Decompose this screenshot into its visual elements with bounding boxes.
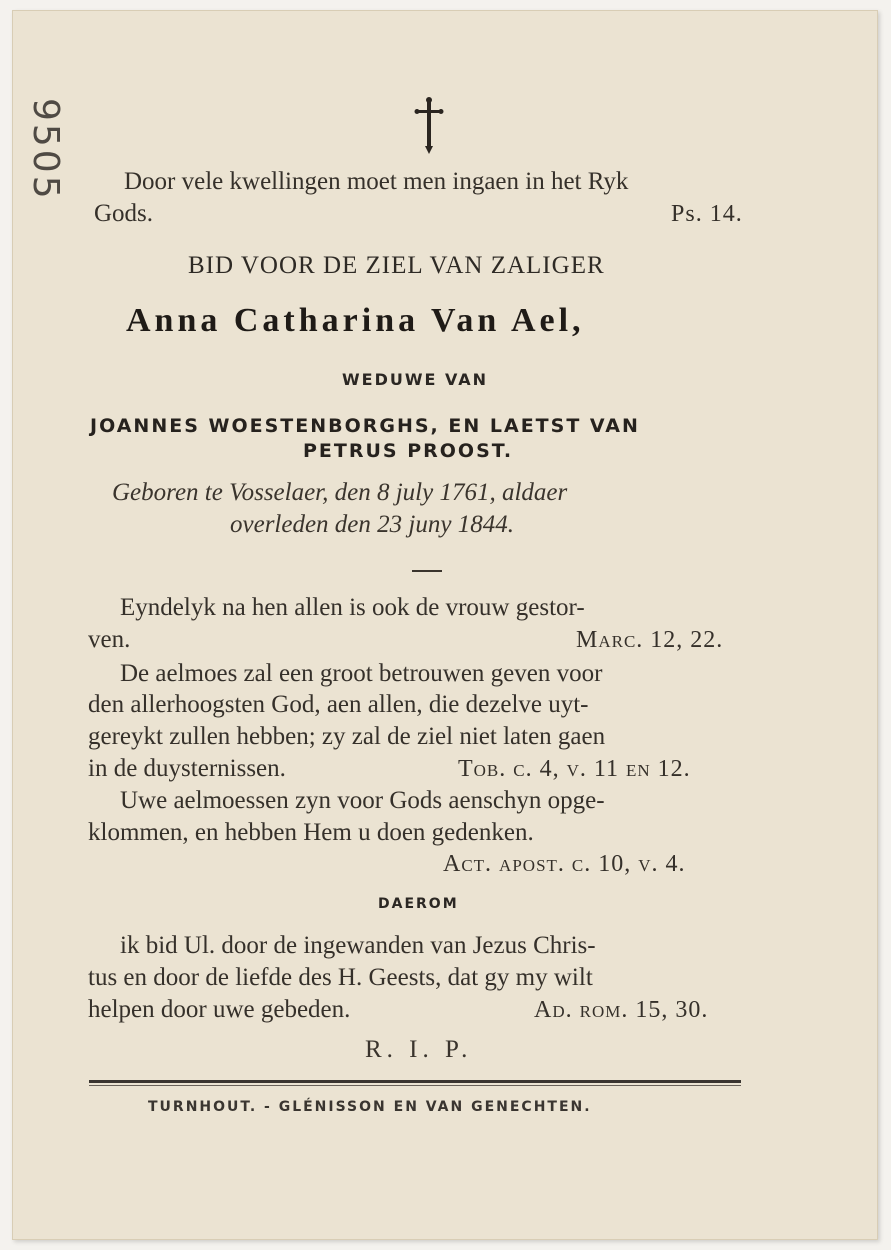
divider-dash	[412, 570, 442, 572]
verse3-line4: in de duysternissen.	[88, 755, 286, 782]
husbands-line1: JOANNES WOESTENBORGHS, EN LAETST VAN	[90, 415, 640, 437]
rip-label: R. I. P.	[365, 1036, 473, 1063]
verse5-line3: helpen door uwe gebeden.	[88, 996, 351, 1023]
verse2-line1: Eyndelyk na hen allen is ook de vrouw gestor-	[120, 594, 585, 621]
intro-heading: BID VOOR DE ZIEL VAN ZALIGER	[188, 252, 605, 279]
handwritten-number: 9505	[25, 98, 66, 202]
verse3-line3: gereykt zullen hebben; zy zal de ziel niet laten gaen	[88, 723, 606, 750]
therefore-label: DAEROM	[378, 896, 459, 912]
verse2-line2: ven.	[88, 626, 131, 653]
verse4-reference: Act. apost. c. 10, v. 4.	[443, 851, 686, 877]
husbands-line2: PETRUS PROOST.	[303, 440, 514, 462]
verse1-line1: Door vele kwellingen moet men ingaen in het Ryk	[124, 168, 629, 195]
footer-rule-thin	[89, 1085, 741, 1086]
printer-imprint: TURNHOUT. - GLÉNISSON EN VAN GENECHTEN.	[148, 1099, 592, 1115]
footer-rule	[89, 1080, 741, 1083]
verse4-line2: klommen, en hebben Hem u doen gedenken.	[88, 819, 534, 846]
birth-line2: overleden den 23 juny 1844.	[230, 511, 514, 538]
verse5-line1: ik bid Ul. door de ingewanden van Jezus Chris-	[120, 932, 596, 959]
verse3-line1: De aelmoes zal een groot betrouwen geven voor	[120, 660, 603, 687]
widow-of-label: WEDUWE VAN	[342, 370, 489, 389]
verse4-line1: Uwe aelmoessen zyn voor Gods aenschyn opge-	[120, 787, 605, 814]
verse5-reference: Ad. rom. 15, 30.	[534, 997, 709, 1023]
verse3-reference: Tob. c. 4, v. 11 en 12.	[458, 756, 691, 782]
verse3-line2: den allerhoogsten God, aen allen, die dezelve uyt-	[88, 691, 589, 718]
birth-line1: Geboren te Vosselaer, den 8 july 1761, aldaer	[112, 479, 568, 506]
cross-icon	[412, 96, 446, 156]
verse5-line2: tus en door de liefde des H. Geests, dat gy my wilt	[88, 964, 593, 991]
verse2-reference: Marc. 12, 22.	[576, 627, 724, 653]
verse1-line2: Gods.	[94, 200, 154, 227]
deceased-name: Anna Catharina Van Ael,	[126, 302, 585, 339]
verse1-reference: Ps. 14.	[671, 201, 743, 227]
